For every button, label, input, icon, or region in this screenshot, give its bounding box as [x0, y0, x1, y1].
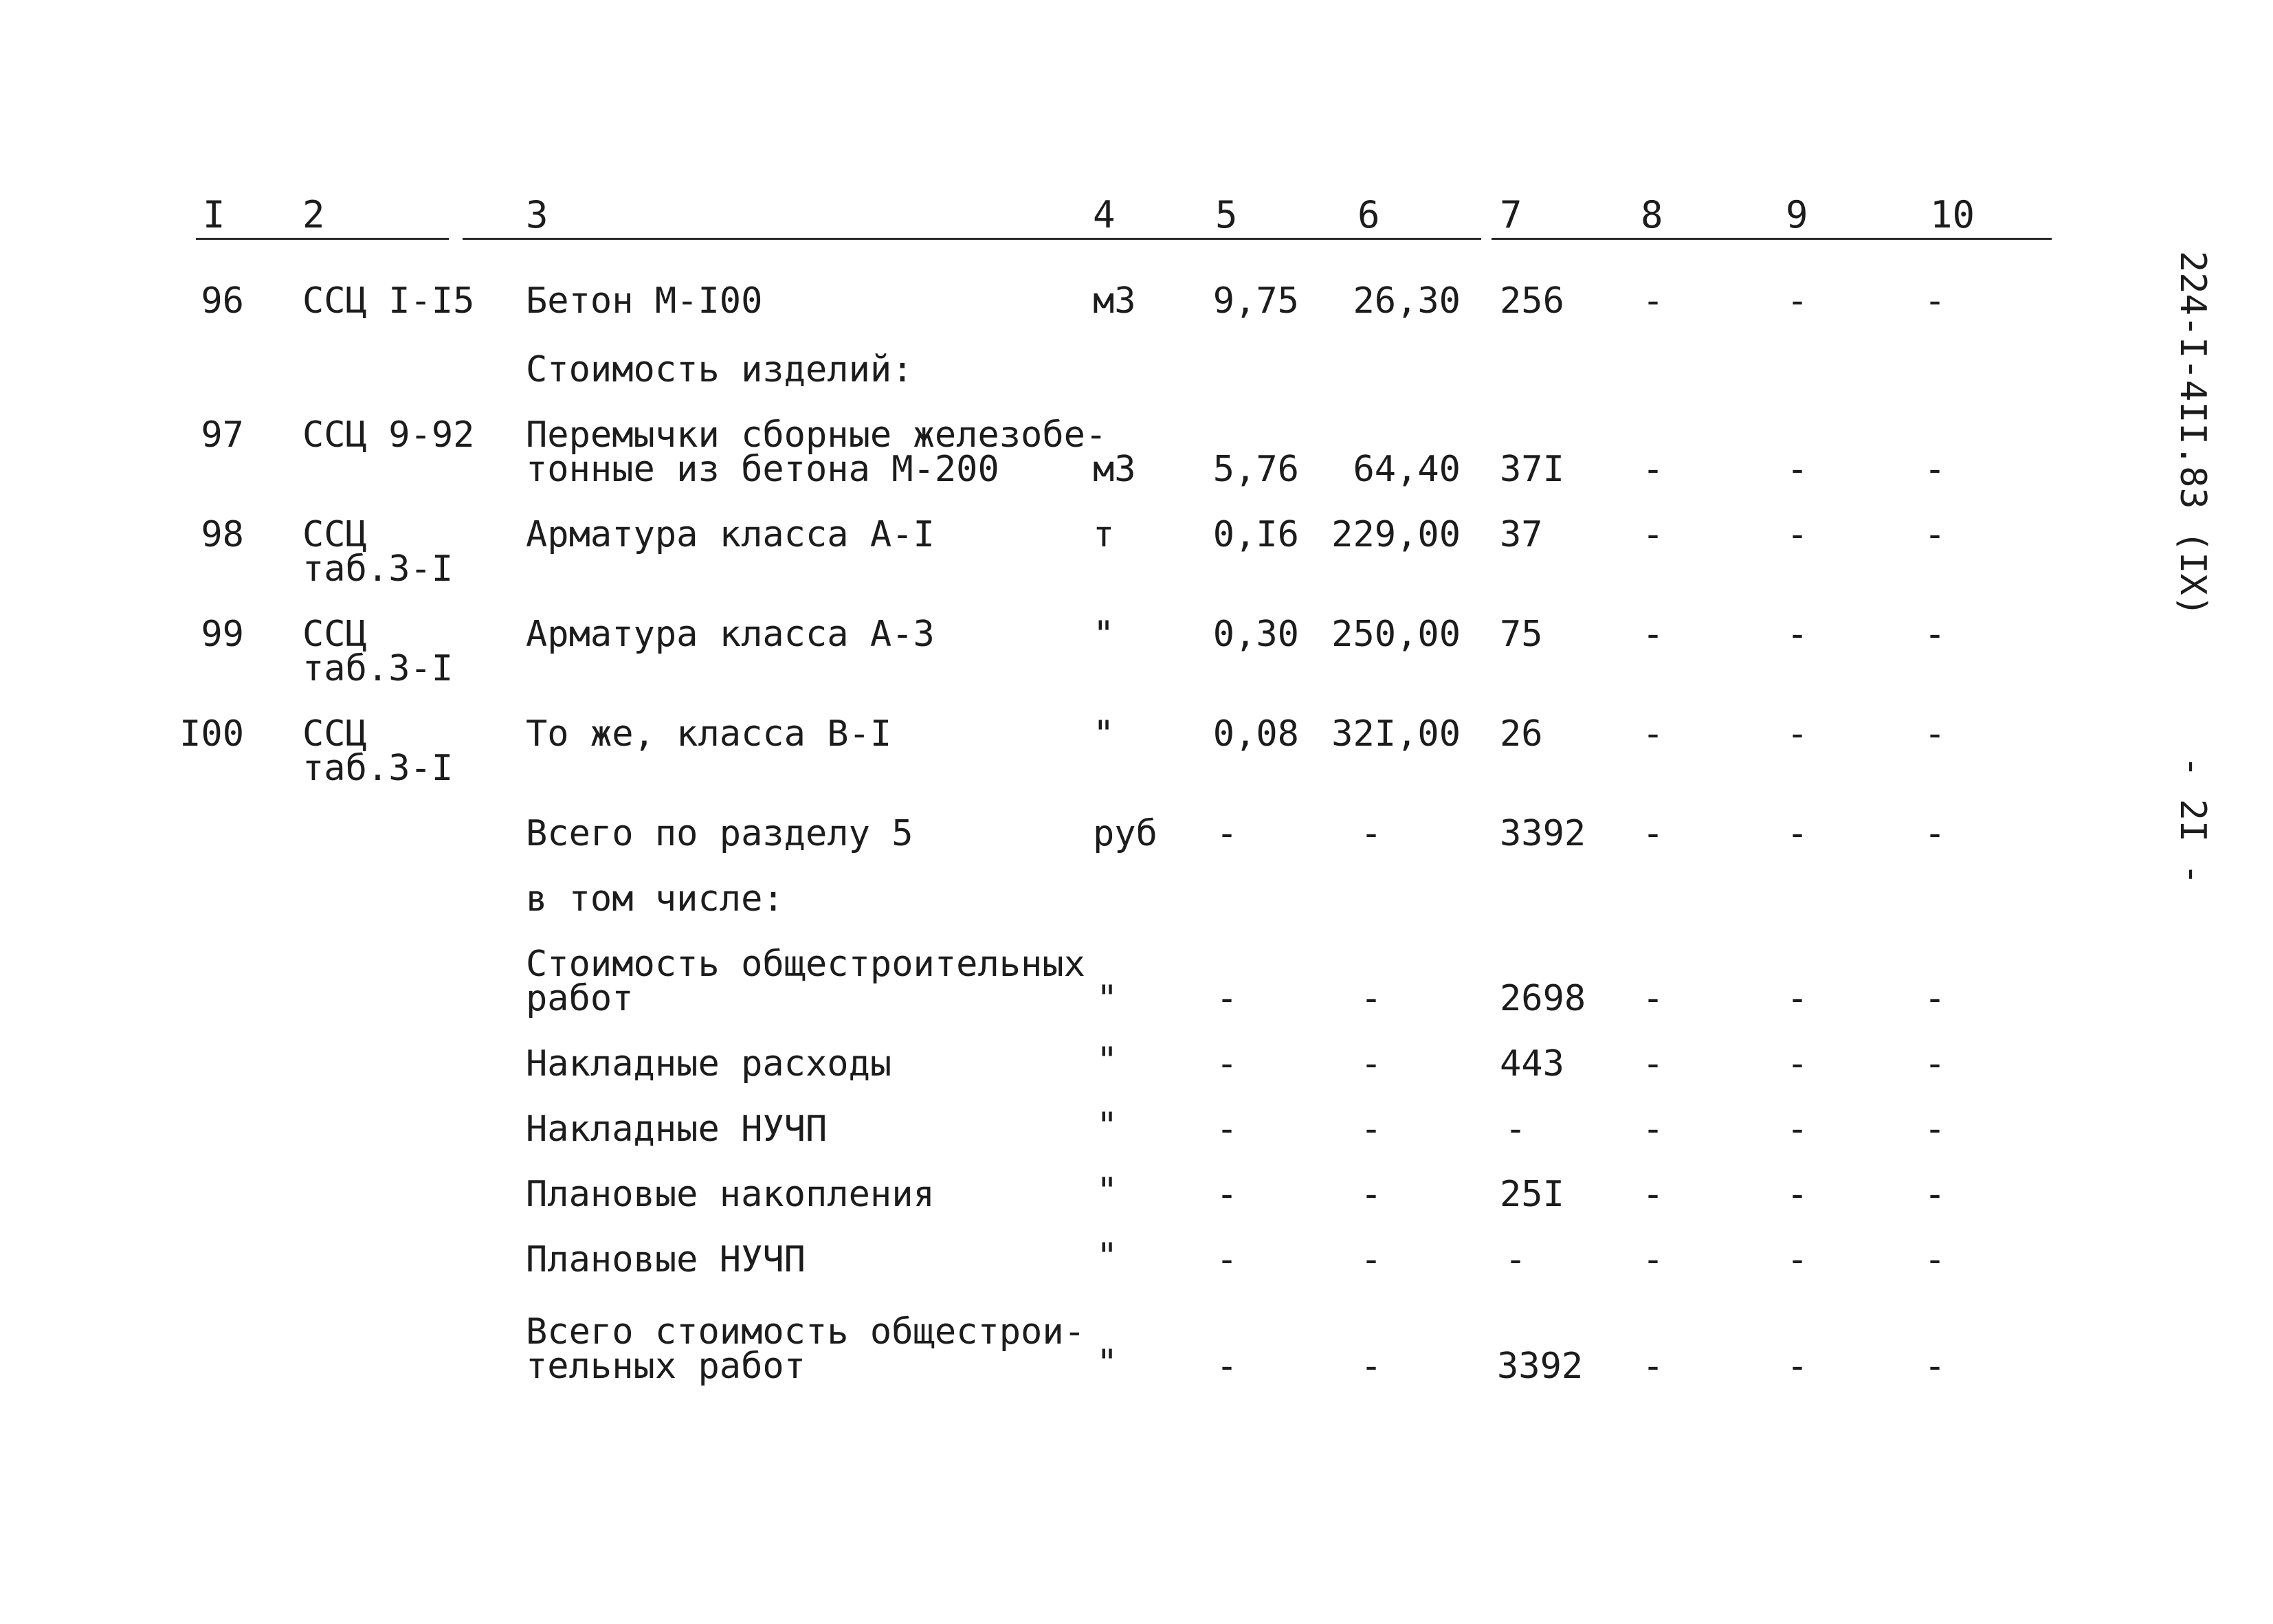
unit: ": [1096, 1040, 1118, 1081]
section-subheading: Стоимость изделий:: [526, 349, 913, 390]
col-header-3: 3: [526, 193, 548, 236]
item-name: Накладные расходы: [526, 1043, 892, 1084]
item-name: Стоимость общестроительных работ: [526, 944, 1085, 1019]
col-header-4: 4: [1093, 193, 1116, 236]
quantity: 0,08: [1212, 713, 1299, 755]
col-9-value: -: [1786, 1043, 1808, 1084]
col-9-value: -: [1786, 514, 1808, 555]
col-9-value: -: [1786, 449, 1808, 490]
total: 3392: [1500, 813, 1586, 854]
col-8-value: -: [1642, 713, 1664, 755]
quantity: -: [1216, 978, 1238, 1019]
unit-price: 32I,00: [1331, 713, 1461, 755]
unit: ": [1096, 1236, 1118, 1277]
unit: ": [1093, 713, 1115, 755]
unit-price: 26,30: [1353, 280, 1461, 322]
col-10-value: -: [1924, 813, 1946, 854]
unit: м3: [1093, 280, 1136, 322]
col-8-value: -: [1642, 978, 1664, 1019]
total: 26: [1500, 713, 1543, 755]
col-10-value: -: [1924, 1174, 1946, 1215]
unit: руб: [1093, 813, 1157, 854]
total: 443: [1500, 1043, 1564, 1084]
col-10-value: -: [1924, 449, 1946, 490]
row-number: I00: [179, 713, 244, 755]
quantity: -: [1216, 813, 1238, 854]
unit-price: -: [1360, 1109, 1382, 1150]
item-name: Плановые НУЧП: [526, 1239, 806, 1280]
col-header-9: 9: [1786, 193, 1808, 236]
col-9-value: -: [1786, 813, 1808, 854]
total: 25I: [1500, 1174, 1564, 1215]
row-number: 98: [201, 514, 244, 555]
quantity: -: [1216, 1346, 1238, 1387]
item-name: Всего стоимость общестрои- тельных работ: [526, 1311, 1085, 1387]
quantity: -: [1216, 1174, 1238, 1215]
unit-price: -: [1360, 1346, 1382, 1387]
col-8-value: -: [1642, 1346, 1664, 1387]
total: 256: [1500, 280, 1564, 322]
quantity: 5,76: [1212, 449, 1299, 490]
col-header-5: 5: [1215, 193, 1238, 236]
item-name: Бетон М-I00: [526, 280, 763, 322]
unit-price: -: [1360, 1239, 1382, 1280]
document-code: 224-I-4II.83 (IX): [2172, 251, 2213, 617]
item-name: Арматура класса А-3: [526, 614, 935, 655]
row-number: 96: [201, 280, 244, 322]
unit: ": [1093, 614, 1115, 655]
unit: т: [1093, 514, 1115, 555]
col-9-value: -: [1786, 713, 1808, 755]
col-10-value: -: [1924, 978, 1946, 1019]
unit: ": [1096, 1342, 1118, 1383]
col-8-value: -: [1642, 280, 1664, 322]
col-9-value: -: [1786, 1109, 1808, 1150]
col-header-1: I: [203, 193, 225, 236]
col-header-8: 8: [1641, 193, 1663, 236]
col-8-value: -: [1642, 614, 1664, 655]
unit-price: 64,40: [1353, 449, 1461, 490]
price-code: ССЦ 9-92: [302, 414, 475, 456]
total: 37I: [1500, 449, 1564, 490]
unit-price: -: [1360, 978, 1382, 1019]
total: 75: [1500, 614, 1543, 655]
col-10-value: -: [1924, 514, 1946, 555]
col-10-value: -: [1924, 280, 1946, 322]
col-9-value: -: [1786, 614, 1808, 655]
item-name: То же, класса В-I: [526, 713, 892, 755]
total: 2698: [1500, 978, 1586, 1019]
col-8-value: -: [1642, 514, 1664, 555]
col-8-value: -: [1642, 449, 1664, 490]
col-8-value: -: [1642, 813, 1664, 854]
quantity: -: [1216, 1239, 1238, 1280]
total: 3392: [1497, 1346, 1584, 1387]
item-name: Перемычки сборные железобе- тонные из бетона М-200: [526, 414, 1107, 490]
quantity: 0,30: [1212, 614, 1299, 655]
col-8-value: -: [1642, 1109, 1664, 1150]
col-header-10: 10: [1930, 193, 1975, 236]
unit-price: -: [1360, 1043, 1382, 1084]
col-9-value: -: [1786, 280, 1808, 322]
total: -: [1505, 1109, 1527, 1150]
col-9-value: -: [1786, 1346, 1808, 1387]
quantity: -: [1216, 1109, 1238, 1150]
col-10-value: -: [1924, 1109, 1946, 1150]
col-9-value: -: [1786, 1239, 1808, 1280]
header-rule-right: [1492, 238, 2052, 240]
price-code: ССЦ таб.3-I: [302, 614, 454, 689]
quantity: 9,75: [1212, 280, 1299, 322]
col-header-7: 7: [1500, 193, 1522, 236]
item-name: Всего по разделу 5: [526, 813, 913, 854]
unit: ": [1096, 978, 1118, 1019]
unit: ": [1096, 1105, 1118, 1146]
col-10-value: -: [1924, 1043, 1946, 1084]
section-subheading: в том числе:: [526, 878, 784, 920]
col-8-value: -: [1642, 1239, 1664, 1280]
unit-price: 250,00: [1331, 614, 1461, 655]
unit: м3: [1093, 449, 1136, 490]
col-8-value: -: [1642, 1174, 1664, 1215]
header-rule-left: [196, 238, 449, 240]
unit-price: -: [1360, 813, 1382, 854]
col-8-value: -: [1642, 1043, 1664, 1084]
header-rule-middle: [463, 238, 1481, 240]
quantity: -: [1216, 1043, 1238, 1084]
row-number: 99: [201, 614, 244, 655]
item-name: Плановые накопления: [526, 1174, 935, 1215]
row-number: 97: [201, 414, 244, 456]
unit-price: 229,00: [1331, 514, 1461, 555]
total: -: [1505, 1239, 1527, 1280]
unit-price: -: [1360, 1174, 1382, 1215]
total: 37: [1500, 514, 1543, 555]
item-name: Накладные НУЧП: [526, 1109, 828, 1150]
price-code: ССЦ таб.3-I: [302, 514, 454, 590]
col-9-value: -: [1786, 978, 1808, 1019]
col-9-value: -: [1786, 1174, 1808, 1215]
quantity: 0,I6: [1212, 514, 1299, 555]
col-10-value: -: [1924, 1239, 1946, 1280]
col-header-2: 2: [302, 193, 325, 236]
col-header-6: 6: [1357, 193, 1380, 236]
unit: ": [1096, 1170, 1118, 1212]
price-code: ССЦ I-I5: [302, 280, 475, 322]
col-10-value: -: [1924, 1346, 1946, 1387]
col-10-value: -: [1924, 614, 1946, 655]
price-code: ССЦ таб.3-I: [302, 713, 454, 789]
page-number: - 2I -: [2172, 756, 2213, 885]
item-name: Арматура класса А-I: [526, 514, 935, 555]
col-10-value: -: [1924, 713, 1946, 755]
